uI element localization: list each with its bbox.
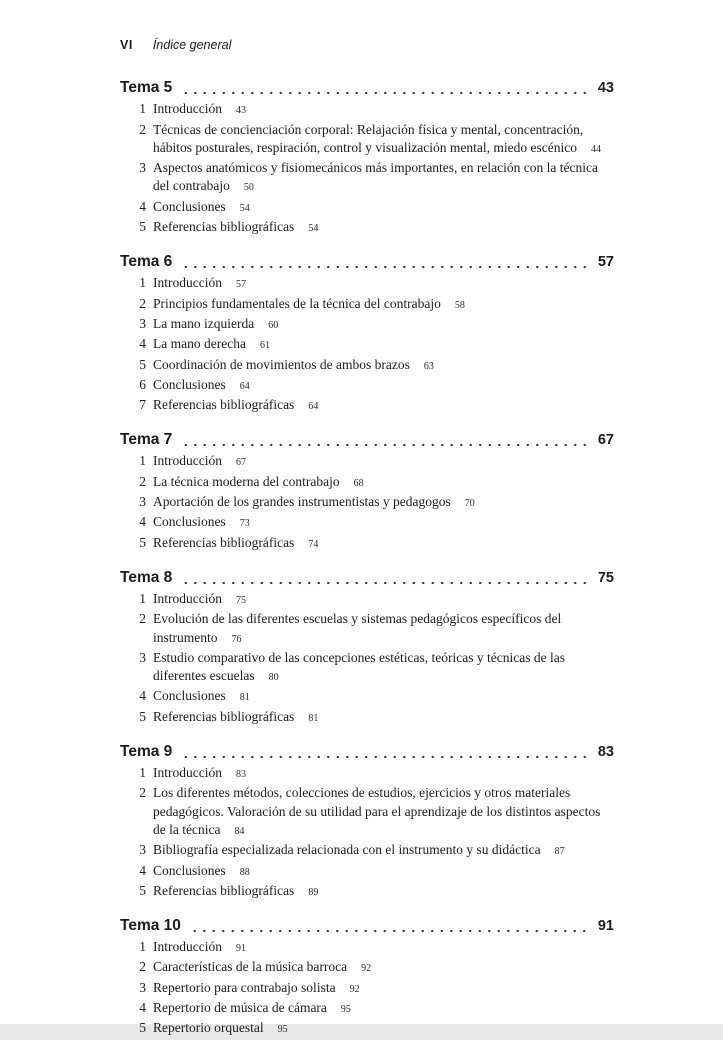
entry-page-number: 91 (235, 943, 246, 955)
entry-page-number: 70 (464, 498, 475, 510)
entry-title: Referencias bibliográficas 54 (153, 219, 319, 235)
toc-entry (120, 315, 614, 335)
entry-title: Referencias bibliográficas 81 (153, 708, 319, 724)
toc-section (120, 568, 614, 728)
section-page-number: 91 (597, 918, 614, 935)
entry-page-number: 50 (243, 182, 254, 194)
toc-entry (120, 218, 614, 238)
toc-entry (120, 979, 614, 999)
entry-number: 1 (139, 101, 146, 117)
entry-number: 3 (139, 160, 146, 176)
section-title: Tema 6 (120, 253, 173, 271)
toc-entry (120, 534, 614, 554)
toc-entry (120, 335, 614, 355)
entry-number: 4 (139, 999, 146, 1015)
entry-page-number: 81 (308, 712, 319, 724)
entry-page-number: 74 (308, 538, 319, 550)
entry-title: Aspectos anatómicos y fisiomecánicos más importantes, en relación con la técnica del contrabajo 50 (153, 160, 598, 194)
dot-leader (181, 258, 590, 272)
entry-page-number: 54 (239, 202, 250, 214)
toc-section-heading (120, 78, 614, 98)
toc-entry (120, 274, 614, 294)
entry-number: 5 (139, 708, 146, 724)
table-of-contents (120, 78, 614, 1039)
section-title: Tema 7 (120, 431, 173, 449)
dot-leader (190, 922, 590, 936)
section-title: Tema 5 (120, 79, 173, 97)
entry-title: Referencias bibliográficas 64 (153, 397, 319, 413)
entry-title: Introducción 75 (153, 590, 246, 606)
entry-page-number: 68 (353, 477, 364, 489)
section-title: Tema 10 (120, 917, 181, 935)
entry-number: 3 (139, 315, 146, 331)
toc-entry (120, 841, 614, 861)
entry-page-number: 58 (454, 299, 465, 311)
entry-page-number: 92 (349, 983, 360, 995)
entry-title: Aportación de los grandes instrumentistas y pedagogos 70 (153, 494, 475, 510)
toc-section-heading (120, 252, 614, 272)
toc-entry (120, 882, 614, 902)
entry-page-number: 75 (235, 594, 246, 606)
toc-section-heading (120, 568, 614, 588)
toc-entry (120, 610, 614, 649)
entry-number: 2 (139, 785, 146, 801)
section-items (120, 452, 614, 553)
running-header-title: Índice general (152, 38, 232, 52)
entry-number: 5 (139, 882, 146, 898)
entry-page-number: 83 (235, 769, 246, 781)
toc-section (120, 252, 614, 416)
entry-title: Conclusiones 88 (153, 862, 250, 878)
toc-section (120, 742, 614, 902)
entry-number: 5 (139, 219, 146, 235)
entry-number: 7 (139, 397, 146, 413)
entry-number: 4 (139, 862, 146, 878)
entry-number: 3 (139, 649, 146, 665)
page-folio: VI (120, 38, 133, 52)
section-items (120, 274, 614, 416)
entry-number: 3 (139, 979, 146, 995)
entry-page-number: 57 (235, 279, 246, 291)
entry-title: Principios fundamentales de la técnica del contrabajo 58 (153, 295, 465, 311)
dot-leader (181, 574, 590, 588)
entry-page-number: 54 (308, 223, 319, 235)
toc-entry (120, 649, 614, 688)
running-header (120, 36, 614, 54)
entry-page-number: 81 (239, 692, 250, 704)
entry-number: 5 (139, 1020, 146, 1036)
toc-entry (120, 493, 614, 513)
section-page-number: 83 (597, 744, 614, 761)
entry-number: 3 (139, 494, 146, 510)
toc-entry (120, 784, 614, 841)
toc-entry (120, 958, 614, 978)
toc-section-heading (120, 742, 614, 762)
entry-title: Repertorio orquestal 95 (153, 1020, 288, 1036)
entry-number: 1 (139, 765, 146, 781)
toc-section (120, 78, 614, 238)
section-page-number: 43 (597, 80, 614, 97)
toc-entry (120, 121, 614, 160)
entry-number: 1 (139, 939, 146, 955)
dot-leader (181, 84, 590, 98)
entry-page-number: 92 (361, 963, 372, 975)
entry-page-number: 60 (268, 319, 279, 331)
entry-title: Conclusiones 64 (153, 376, 250, 392)
entry-title: Referencias bibliográficas 74 (153, 534, 319, 550)
toc-entry (120, 938, 614, 958)
entry-page-number: 95 (340, 1003, 351, 1015)
entry-title: Introducción 83 (153, 765, 246, 781)
entry-title: Coordinación de movimientos de ambos brazos 63 (153, 356, 434, 372)
section-page-number: 57 (597, 254, 614, 271)
entry-number: 4 (139, 198, 146, 214)
entry-page-number: 89 (308, 886, 319, 898)
toc-entry (120, 590, 614, 610)
entry-title: Introducción 43 (153, 101, 246, 117)
entry-number: 1 (139, 590, 146, 606)
entry-number: 4 (139, 688, 146, 704)
toc-entry (120, 708, 614, 728)
entry-page-number: 80 (268, 672, 279, 684)
entry-title: Técnicas de concienciación corporal: Relajación física y mental, concentración, hábitos posturales, respiración, control y visualización mental, miedo escénico 44 (153, 121, 601, 155)
toc-entry (120, 473, 614, 493)
entry-page-number: 43 (235, 105, 246, 117)
entry-number: 5 (139, 534, 146, 550)
entry-title: Conclusiones 81 (153, 688, 250, 704)
toc-entry (120, 862, 614, 882)
section-title: Tema 9 (120, 743, 173, 761)
toc-entry (120, 999, 614, 1019)
entry-number: 2 (139, 473, 146, 489)
toc-entry (120, 452, 614, 472)
toc-entry (120, 687, 614, 707)
entry-title: Repertorio de música de cámara 95 (153, 999, 351, 1015)
toc-entry (120, 376, 614, 396)
toc-section (120, 916, 614, 1039)
toc-entry (120, 356, 614, 376)
toc-entry (120, 159, 614, 198)
entry-title: Conclusiones 54 (153, 198, 250, 214)
section-items (120, 938, 614, 1039)
entry-page-number: 84 (234, 825, 245, 837)
entry-number: 6 (139, 376, 146, 392)
section-items (120, 764, 614, 902)
toc-section (120, 430, 614, 553)
entry-number: 2 (139, 611, 146, 627)
entry-number: 5 (139, 356, 146, 372)
entry-number: 2 (139, 295, 146, 311)
entry-title: Introducción 67 (153, 453, 246, 469)
entry-page-number: 64 (308, 401, 319, 413)
toc-entry (120, 396, 614, 416)
entry-number: 2 (139, 121, 146, 137)
entry-number: 1 (139, 453, 146, 469)
section-items (120, 100, 614, 238)
toc-entry (120, 295, 614, 315)
section-items (120, 590, 614, 728)
entry-title: Estudio comparativo de las concepciones estéticas, teóricas y técnicas de las diferentes escuelas 80 (153, 649, 565, 684)
entry-number: 4 (139, 336, 146, 352)
toc-entry (120, 513, 614, 533)
entry-page-number: 95 (277, 1024, 288, 1036)
section-page-number: 75 (597, 569, 614, 586)
toc-entry (120, 764, 614, 784)
entry-title: Bibliografía especializada relacionada con el instrumento y su didáctica 87 (153, 842, 565, 858)
entry-title: Los diferentes métodos, colecciones de estudios, ejercicios y otros materiales pedagógicos. Valoración de su utilidad para el aprendizaje de los distintos aspectos de la técnica 84 (153, 785, 601, 837)
entry-number: 2 (139, 959, 146, 975)
entry-title: Repertorio para contrabajo solista 92 (153, 979, 360, 995)
toc-entry (120, 198, 614, 218)
entry-page-number: 63 (423, 360, 434, 372)
entry-title: Introducción 91 (153, 939, 246, 955)
section-page-number: 67 (597, 432, 614, 449)
entry-title: La mano derecha 61 (153, 336, 270, 352)
entry-title: Características de la música barroca 92 (153, 959, 372, 975)
entry-number: 1 (139, 275, 146, 291)
toc-entry (120, 1019, 614, 1039)
entry-title: Conclusiones 73 (153, 514, 250, 530)
entry-page-number: 64 (239, 380, 250, 392)
dot-leader (181, 748, 590, 762)
entry-title: La técnica moderna del contrabajo 68 (153, 473, 364, 489)
entry-page-number: 61 (259, 340, 270, 352)
entry-page-number: 88 (239, 866, 250, 878)
entry-title: Evolución de las diferentes escuelas y sistemas pedagógicos específicos del instrumento 76 (153, 611, 562, 645)
entry-number: 4 (139, 514, 146, 530)
entry-page-number: 67 (235, 457, 246, 469)
entry-number: 3 (139, 842, 146, 858)
dot-leader (181, 436, 590, 450)
toc-section-heading (120, 430, 614, 450)
section-title: Tema 8 (120, 568, 173, 586)
entry-page-number: 76 (231, 633, 242, 645)
toc-section-heading (120, 916, 614, 936)
entry-title: La mano izquierda 60 (153, 315, 279, 331)
entry-page-number: 73 (239, 518, 250, 530)
entry-title: Referencias bibliográficas 89 (153, 882, 319, 898)
entry-page-number: 87 (554, 846, 565, 858)
toc-entry (120, 100, 614, 120)
entry-page-number: 44 (591, 143, 601, 155)
entry-title: Introducción 57 (153, 275, 246, 291)
